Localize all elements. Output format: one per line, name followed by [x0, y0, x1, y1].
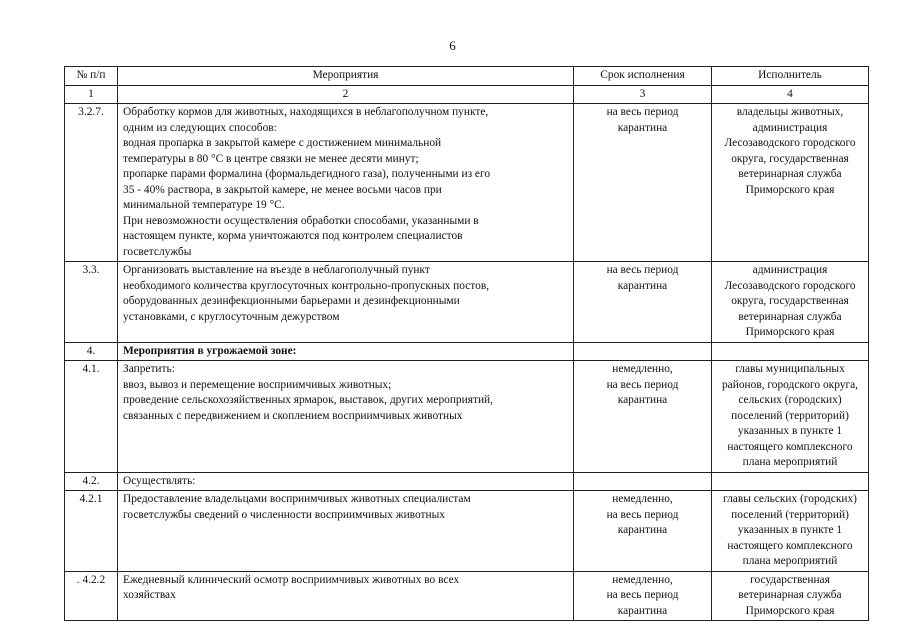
measure-text-line: температуры в 80 °С в центре связки не менее десяти минут; [123, 152, 419, 165]
measure-text-line: госветслужбы [123, 245, 192, 258]
term-text-line: немедленно, [612, 573, 673, 586]
column-number-row [65, 85, 869, 104]
measure-text-line: Мероприятия в угрожаемой зоне: [123, 344, 297, 357]
page-number: 6 [449, 38, 456, 53]
measure-text-line: госветслужбы сведений о численности восприимчивых животных [123, 508, 445, 521]
term-text-line: немедленно, [612, 493, 673, 505]
term-text-line: немедленно, [612, 363, 673, 375]
measures-table [64, 66, 869, 621]
column-number: 1 [65, 85, 118, 104]
measure-text-line: хозяйствах [123, 589, 176, 601]
measure-text-line: Ежедневный клинический осмотр восприимчивых животных во всех [123, 573, 460, 586]
table-row [65, 262, 869, 343]
executor-text-line: Приморского края [745, 604, 835, 617]
table-body [65, 104, 869, 621]
measure-text-line: необходимого количества круглосуточных контрольно-пропускных постов, [123, 279, 490, 292]
header-executor: Исполнитель [712, 67, 869, 86]
executor-text [712, 361, 869, 473]
column-number: 4 [712, 85, 869, 104]
measure-text [118, 472, 574, 491]
header-term: Срок исполнения [574, 67, 712, 86]
column-number: 3 [574, 85, 712, 104]
executor-text-line: округа, государственная [731, 295, 849, 307]
table-row [65, 342, 869, 361]
executor-text-line: указанных в пункте 1 [737, 425, 843, 437]
executor-text [712, 491, 869, 572]
table-row [65, 571, 869, 621]
measure-text-line: минимальной температуре 19 °С. [123, 199, 285, 211]
executor-text-line: настоящего комплексного [727, 539, 853, 552]
term-text [574, 104, 712, 262]
term-text [574, 571, 712, 621]
executor-text-line: Приморского края [745, 326, 835, 338]
term-text-line: карантина [617, 394, 668, 406]
header-number: № п/п [65, 67, 118, 86]
executor-text [712, 262, 869, 343]
header-measures: Мероприятия [118, 67, 574, 86]
term-text-line: карантина [617, 604, 668, 617]
executor-text-line: плана мероприятий [742, 555, 838, 567]
table-row [65, 361, 869, 473]
measure-text [118, 104, 574, 262]
executor-text [712, 342, 869, 361]
term-text-line: на весь период [606, 589, 679, 601]
executor-text [712, 104, 869, 262]
row-number: 4.2. [65, 472, 118, 491]
executor-text-line: администрация [752, 121, 828, 134]
measure-text-line: 35 - 40% раствора, в закрытой камере, не менее восьми часов при [123, 183, 442, 196]
measure-text [118, 491, 574, 572]
measure-text [118, 361, 574, 473]
measure-text [118, 571, 574, 621]
term-text-line: карантина [617, 524, 668, 536]
table-row [65, 104, 869, 262]
term-text [574, 342, 712, 361]
measure-text-line: водная пропарка в закрытой камере с достижением минимальной [123, 137, 442, 149]
executor-text-line: поселений (территорий) [731, 409, 849, 422]
term-text [574, 472, 712, 491]
measure-text [118, 342, 574, 361]
term-text-line: на весь период [606, 264, 679, 276]
executor-text-line: владельцы животных, [736, 106, 844, 118]
measure-text-line: проведение сельскохозяйственных ярмарок, выставок, других мероприятий, [123, 394, 493, 406]
table-row [65, 472, 869, 491]
measure-text-line: Предоставление владельцами восприимчивых животных специалистам [123, 493, 471, 505]
executor-text-line: Лесозаводского городского [724, 279, 856, 292]
measure-text-line: Организовать выставление на въезде в неблагополучный пункт [123, 264, 430, 276]
measure-text-line: связанных с передвижением и скоплением восприимчивых животных [123, 409, 463, 422]
term-text-line: на весь период [606, 508, 679, 521]
measure-text-line: установками, с круглосуточным дежурством [123, 310, 340, 323]
row-number: 3.3. [65, 262, 118, 343]
measure-text-line: пропарке парами формалина (формальдегидного газа), полученными из его [123, 168, 491, 180]
table-header-row [65, 67, 869, 86]
executor-text-line: Лесозаводского городского [724, 137, 856, 149]
executor-text-line: районов, городского округа, [721, 378, 859, 391]
term-text-line: карантина [617, 121, 668, 134]
measure-text-line: одним из следующих способов: [123, 121, 277, 134]
executor-text-line: ветеринарная служба [738, 310, 842, 323]
row-number: 4.2.1 [65, 491, 118, 572]
row-number: 4. [65, 342, 118, 361]
executor-text-line: администрация [752, 264, 828, 276]
executor-text [712, 571, 869, 621]
executor-text-line: ветеринарная служба [738, 168, 842, 180]
measure-text [118, 262, 574, 343]
table-row [65, 491, 869, 572]
row-number: 3.2.7. [65, 104, 118, 262]
executor-text-line: поселений (территорий) [731, 508, 849, 521]
term-text [574, 262, 712, 343]
measure-text-line: настоящем пункте, корма уничтожаются под контролем специалистов [123, 230, 463, 242]
executor-text-line: плана мероприятий [742, 456, 838, 468]
measure-text-line: Запретить: [123, 363, 175, 375]
term-text-line: карантина [617, 279, 668, 292]
column-number: 2 [118, 85, 574, 104]
term-text [574, 491, 712, 572]
term-text-line: на весь период [606, 106, 679, 118]
executor-text-line: сельских (городских) [738, 394, 842, 406]
row-number: . 4.2.2 [65, 571, 118, 621]
executor-text-line: главы муниципальных [735, 363, 845, 375]
executor-text-line: главы сельских (городских) [723, 493, 857, 505]
term-text [574, 361, 712, 473]
measure-text-line: ввоз, вывоз и перемещение восприимчивых животных; [123, 378, 392, 391]
executor-text [712, 472, 869, 491]
executor-text-line: Приморского края [745, 183, 835, 196]
measure-text-line: оборудованных дезинфекционными барьерами и дезинфекционными [123, 295, 460, 307]
executor-text-line: ветеринарная служба [738, 589, 842, 601]
row-number: 4.1. [65, 361, 118, 473]
executor-text-line: государственная [750, 573, 830, 586]
measure-text-line: Осуществлять: [123, 474, 196, 487]
executor-text-line: настоящего комплексного [727, 440, 853, 453]
measure-text-line: Обработку кормов для животных, находящихся в неблагополучном пункте, [123, 106, 489, 118]
executor-text-line: округа, государственная [731, 152, 849, 165]
measure-text-line: При невозможности осуществления обработки способами, указанными в [123, 214, 479, 227]
term-text-line: на весь период [606, 378, 679, 391]
executor-text-line: указанных в пункте 1 [737, 524, 843, 536]
